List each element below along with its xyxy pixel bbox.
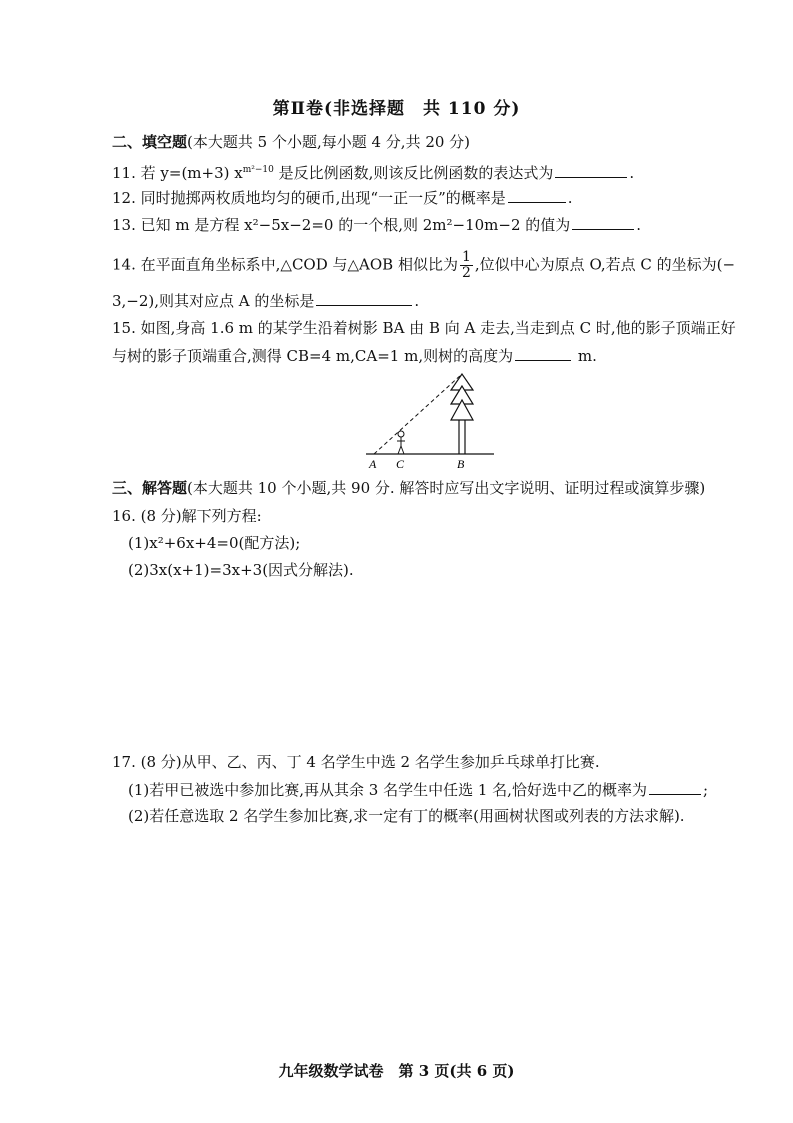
label-a: A [369,457,377,470]
question-16-part1: (1)x²+6x+4=0(配方法); [128,534,301,552]
question-15-line2: 与树的影子顶端重合,测得 CB=4 m,CA=1 m,则树的高度为 m. [112,347,597,365]
answer-blank[interactable] [555,162,627,178]
tree-figure [451,374,473,454]
question-14-line2: 3,−2),则其对应点 A 的坐标是 . [112,292,420,310]
question-16: 16. (8 分)解下列方程: [112,507,262,525]
answer-blank[interactable] [649,779,701,795]
question-12: 12. 同时抛掷两枚质地均匀的硬币,出现“一正一反”的概率是 . [112,189,573,207]
fraction-one-half: $\frac{1}{2}$ [461,249,471,281]
question-14: 14. 在平面直角坐标系中,△COD 与△AOB 相似比为 $\frac{1}{2}$ ,位似中心为原点 O,若点 C 的坐标为(− [112,249,736,281]
label-c: C [396,457,405,470]
section-2-heading: 二、填空题(本大题共 5 个小题,每小题 4 分,共 20 分) [112,133,471,151]
question-17-part2: (2)若任意选取 2 名学生参加比赛,求一定有丁的概率(用画树状图或列表的方法求解). [128,807,685,825]
page-footer: 九年级数学试卷 第 3 页(共 6 页) [278,1062,515,1080]
answer-blank[interactable] [316,290,412,306]
question-11: 11. 若 y=(m+3) $x^{m^2-10}$ 是反比例函数,则该反比例函数的表达式为 . [112,164,635,182]
label-b: B [457,457,465,470]
question-17: 17. (8 分)从甲、乙、丙、丁 4 名学生中选 2 名学生参加乒乓球单打比赛. [112,753,600,771]
question-16-part2: (2)3x(x+1)=3x+3(因式分解法). [128,561,354,579]
answer-blank[interactable] [508,187,566,203]
question-13: 13. 已知 m 是方程 x²−5x−2=0 的一个根,则 2m²−10m−2 的值为 . [112,216,642,234]
section-title: 第Ⅱ卷(非选择题 共 110 分) [272,99,521,119]
question-17-part1: (1)若甲已被选中参加比赛,再从其余 3 名学生中任选 1 名,恰好选中乙的概率为 ; [128,781,709,799]
question-15: 15. 如图,身高 1.6 m 的某学生沿着树影 BA 由 B 向 A 走去,当走到点 C 时,他的影子顶端正好 [112,319,736,337]
tree-shadow-figure [362,370,502,470]
answer-blank[interactable] [515,345,571,361]
shadow-ray-dashed [374,374,462,454]
section-3-heading: 三、解答题(本大题共 10 个小题,共 90 分. 解答时应写出文字说明、证明过程或演算步骤) [112,479,706,497]
student-figure [397,431,405,454]
answer-blank[interactable] [572,214,634,230]
